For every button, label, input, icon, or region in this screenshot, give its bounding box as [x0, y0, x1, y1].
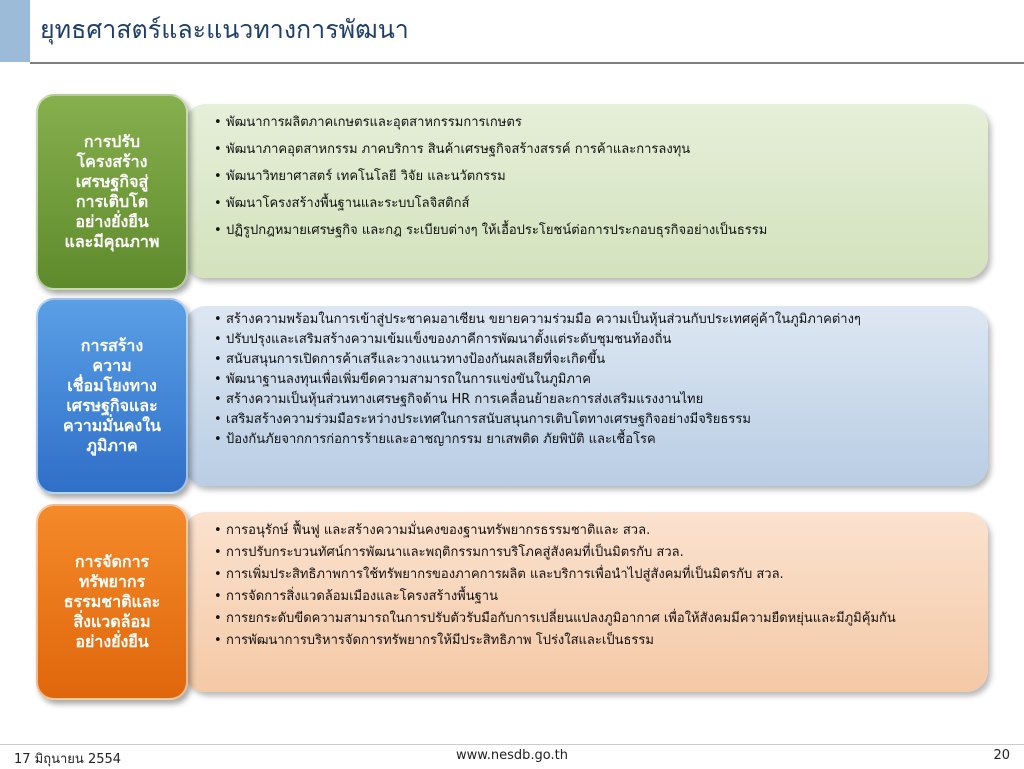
footer-divider	[0, 744, 1024, 745]
slide-title: ยุทธศาสตร์และแนวทางการพัฒนา	[40, 15, 409, 44]
strategy-item-list	[214, 312, 948, 448]
strategy-label: การสร้าง ความ เชื่อมโยงทาง เศรษฐกิจและ ความมั่นคงใน ภูมิภาค	[63, 336, 161, 455]
title-divider	[30, 62, 1024, 64]
strategy-details-panel	[184, 104, 988, 278]
list-item: • สนับสนุนการเปิดการค้าเสรีและวางแนวทางป้องกันผลเสียที่จะเกิดขึ้น	[214, 352, 948, 368]
strategy-label-box	[36, 504, 188, 700]
strategy-details-panel	[184, 306, 988, 486]
list-item: • เสริมสร้างความร่วมมือระหว่างประเทศในการสนับสนุนการเติบโตทางเศรษฐกิจอย่างมีจริยธรรม	[214, 412, 948, 428]
list-item: • ปฏิรูปกฎหมายเศรษฐกิจ และกฎ ระเบียบต่างๆ ให้เอื้อประโยชน์ต่อการประกอบธุรกิจอย่างเป็นธรรม	[214, 222, 948, 239]
footer-url: www.nesdb.go.th	[456, 748, 568, 763]
page-number: 20	[993, 748, 1010, 763]
strategy-item-list	[214, 522, 948, 649]
list-item: • พัฒนาวิทยาศาสตร์ เทคโนโลยี วิจัย และนวัตกรรม	[214, 168, 948, 185]
title-bar	[0, 0, 1024, 62]
strategy-details-panel	[184, 512, 988, 692]
list-item: • การจัดการสิ่งแวดล้อมเมืองและโครงสร้างพื้นฐาน	[214, 588, 948, 605]
list-item: • ป้องกันภัยจากการก่อการร้ายและอาชญากรรม ยาเสพติด ภัยพิบัติ และเชื้อโรค	[214, 432, 948, 448]
list-item: • การอนุรักษ์ ฟื้นฟู และสร้างความมั่นคงของฐานทรัพยากรธรรมชาติและ สวล.	[214, 522, 948, 539]
strategy-label: การจัดการ ทรัพยากร ธรรมชาติและ สิ่งแวดล้อม อย่างยั่งยืน	[63, 552, 161, 651]
list-item: • พัฒนาฐานลงทุนเพื่อเพิ่มขีดความสามารถในการแข่งขันในภูมิภาค	[214, 372, 948, 388]
strategy-item-list	[214, 114, 948, 239]
strategy-label: การปรับ โครงสร้าง เศรษฐกิจสู่ การเติบโต อย่างยั่งยืน และมีคุณภาพ	[64, 132, 160, 251]
strategy-label-box	[36, 298, 188, 494]
list-item: • พัฒนาการผลิตภาคเกษตรและอุตสาหกรรมการเกษตร	[214, 114, 948, 131]
strategy-section-economic-restructuring	[36, 94, 992, 290]
list-item: • การปรับกระบวนทัศน์การพัฒนาและพฤติกรรมการบริโภคสู่สังคมที่เป็นมิตรกับ สวล.	[214, 544, 948, 561]
strategy-section-regional-connectivity	[36, 298, 992, 494]
list-item: • ปรับปรุงและเสริมสร้างความเข้มแข็งของภาคีการพัฒนาตั้งแต่ระดับชุมชนท้องถิ่น	[214, 332, 948, 348]
list-item: • การยกระดับขีดความสามารถในการปรับตัวรับมือกับการเปลี่ยนแปลงภูมิอากาศ เพื่อให้สังคมมีความยืดหยุ่นและมีภูมิคุ้มกัน	[214, 610, 948, 627]
list-item: • สร้างความพร้อมในการเข้าสู่ประชาคมอาเซียน ขยายความร่วมมือ ความเป็นหุ้นส่วนกับประเทศคู่ค้าในภูมิภาคต่างๆ	[214, 312, 948, 328]
list-item: • การเพิ่มประสิทธิภาพการใช้ทรัพยากรของภาคการผลิต และบริการเพื่อนำไปสู่สังคมที่เป็นมิตรกับ สวล.	[214, 566, 948, 583]
list-item: • การพัฒนาการบริหารจัดการทรัพยากรให้มีประสิทธิภาพ โปร่งใสและเป็นธรรม	[214, 632, 948, 649]
footer-date: 17 มิถุนายน 2554	[14, 752, 122, 767]
strategy-label-box	[36, 94, 188, 290]
title-accent-bar	[0, 0, 30, 62]
strategy-section-natural-resources	[36, 504, 992, 700]
list-item: • พัฒนาภาคอุตสาหกรรม ภาคบริการ สินค้าเศรษฐกิจสร้างสรรค์ การค้าและการลงทุน	[214, 141, 948, 158]
list-item: • สร้างความเป็นหุ้นส่วนทางเศรษฐกิจด้าน HR การเคลื่อนย้ายละการส่งเสริมแรงงานไทย	[214, 392, 948, 408]
list-item: • พัฒนาโครงสร้างพื้นฐานและระบบโลจิสติกส์	[214, 195, 948, 212]
